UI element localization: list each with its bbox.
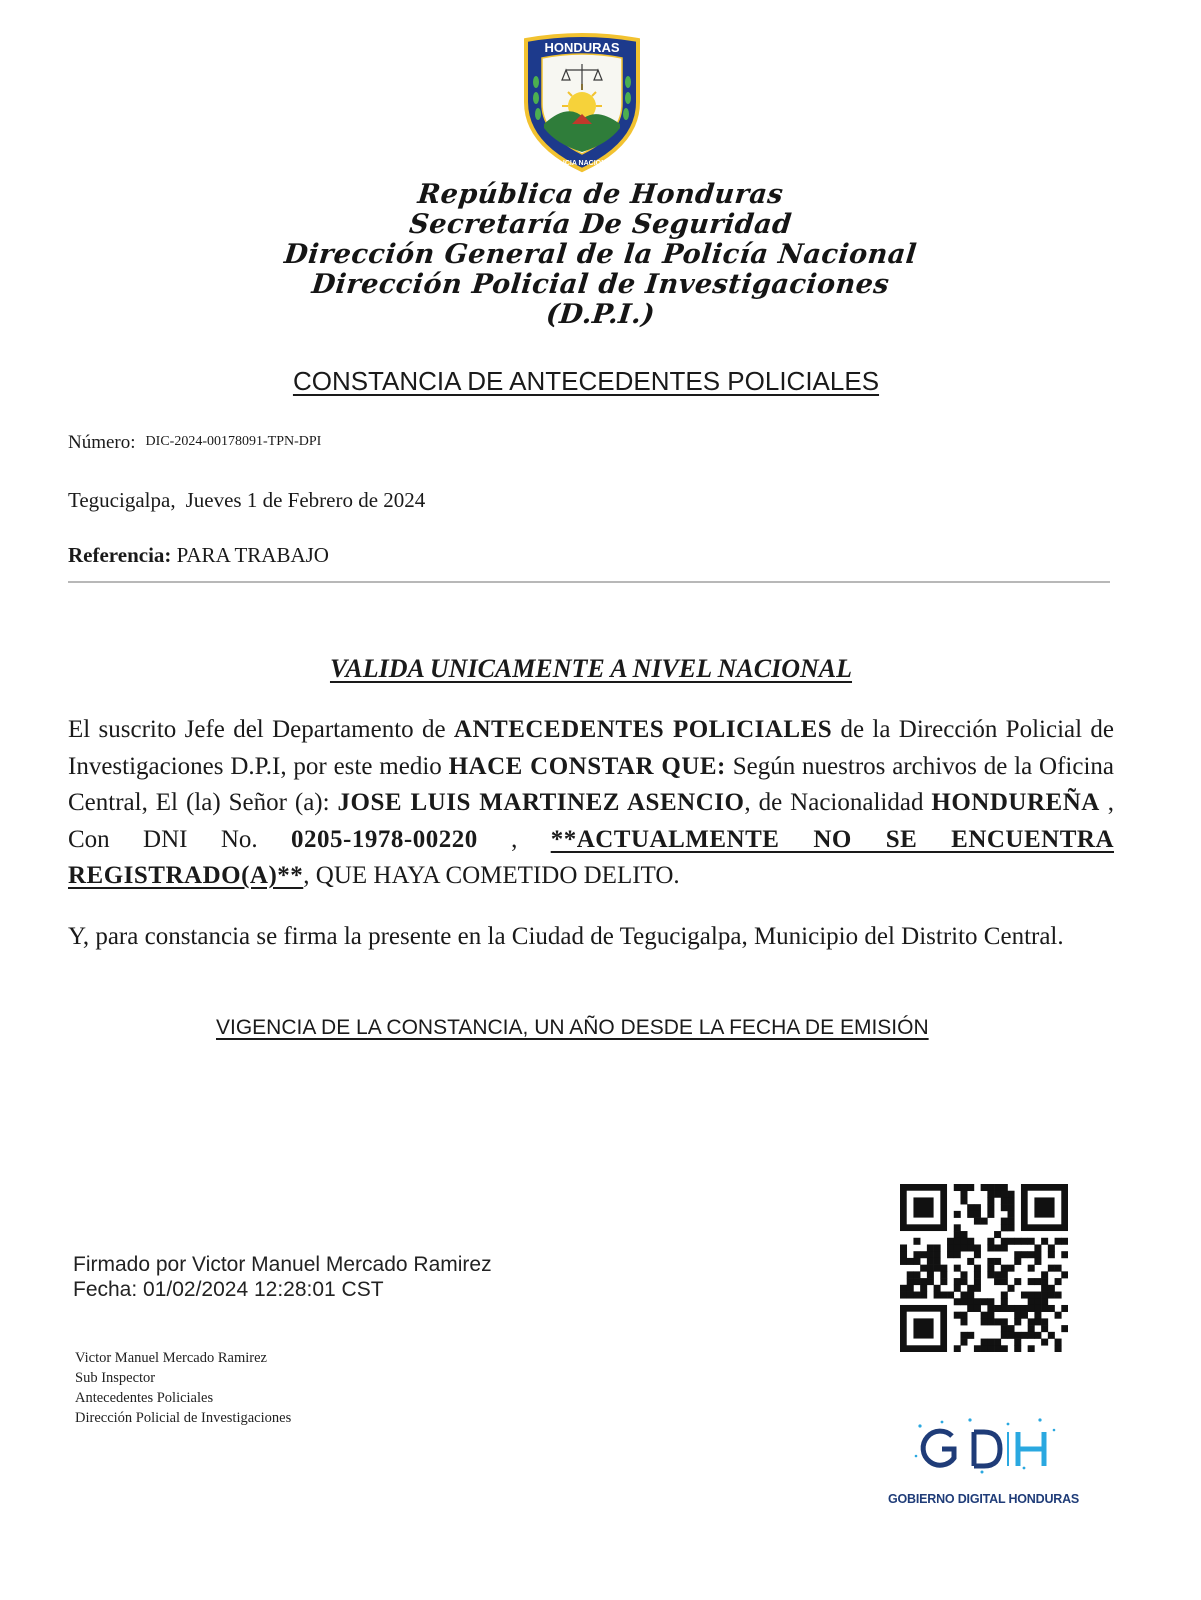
policia-nacional-seal	[518, 32, 646, 174]
digital-signature	[73, 1252, 492, 1302]
signatory-directorate: Dirección Policial de Investigaciones	[75, 1410, 292, 1426]
divider	[68, 581, 1110, 583]
signatory-department: Antecedentes Policiales	[75, 1390, 214, 1406]
vigencia-notice: VIGENCIA DE LA CONSTANCIA, UN AÑO DESDE LA FECHA DE EMISIÓN	[216, 1016, 929, 1039]
body-text-2: de la Dirección Policial de Investigaciones D.P.I, por este medio	[68, 716, 1114, 780]
gdh-name: GOBIERNO DIGITAL HONDURAS	[888, 1492, 1080, 1506]
validity-notice: VALIDA UNICAMENTE A NIVEL NACIONAL	[329, 654, 853, 683]
hace-constar: HACE CONSTAR QUE:	[448, 752, 726, 780]
body-text-6: ,	[477, 825, 551, 853]
header-dpi: (D.P.I.)	[544, 299, 657, 330]
fecha-city: Tegucigalpa,	[68, 488, 176, 512]
body-text-5: , Con DNI No.	[68, 789, 1115, 853]
body-text-1: El suscrito Jefe del Departamento de	[68, 716, 454, 743]
document-title: CONSTANCIA DE ANTECEDENTES POLICIALES	[292, 366, 880, 396]
gdh-logo	[912, 1416, 1062, 1478]
qr-code	[900, 1184, 1068, 1352]
seal-country: HONDURAS	[544, 40, 620, 55]
certification-paragraph	[68, 712, 1114, 895]
person-name: JOSE LUIS MARTINEZ ASENCIO	[337, 789, 745, 816]
signatory-block	[75, 1348, 291, 1428]
numero-value: DIC-2024-00178091-TPN-DPI	[145, 434, 322, 449]
header-direccion-policial: Dirección Policial de Investigaciones	[310, 269, 891, 300]
signatory-name: Victor Manuel Mercado Ramirez	[75, 1350, 267, 1366]
nationality: HONDUREÑA	[931, 789, 1100, 816]
department-name: ANTECEDENTES POLICIALES	[453, 716, 833, 743]
seal-institution: POLICIA NACIONAL	[548, 160, 616, 167]
numero-row	[68, 432, 321, 454]
signed-by: Firmado por Victor Manuel Mercado Ramirez	[73, 1253, 492, 1276]
referencia-label: Referencia:	[68, 543, 172, 567]
dni-number: 0205-1978-00220	[291, 825, 478, 853]
referencia-row	[68, 543, 329, 568]
closing-paragraph: Y, para constancia se firma la presente en la Ciudad de Tegucigalpa, Municipio del Distrito Central.	[68, 923, 1064, 950]
header-republica: República de Honduras	[416, 179, 785, 210]
referencia-value: PARA TRABAJO	[176, 543, 329, 567]
header-direccion-general: Dirección General de la Policía Nacional	[282, 239, 919, 270]
body-text-3: Según nuestros archivos de la Oficina Central, El (la) Señor (a):	[68, 752, 1114, 816]
fecha-row	[68, 488, 425, 513]
numero-label: Número:	[68, 432, 136, 453]
body-text-7: , QUE HAYA COMETIDO DELITO.	[303, 862, 680, 889]
body-text-4: , de Nacionalidad	[744, 789, 932, 816]
signature-date: Fecha: 01/02/2024 12:28:01 CST	[73, 1278, 384, 1301]
record-status: **ACTUALMENTE NO SE ENCUENTRA REGISTRADO(A)**	[68, 825, 1114, 889]
header-secretaria: Secretaría De Seguridad	[407, 209, 794, 240]
fecha-date: Jueves 1 de Febrero de 2024	[185, 488, 426, 512]
signatory-rank: Sub Inspector	[75, 1370, 156, 1386]
